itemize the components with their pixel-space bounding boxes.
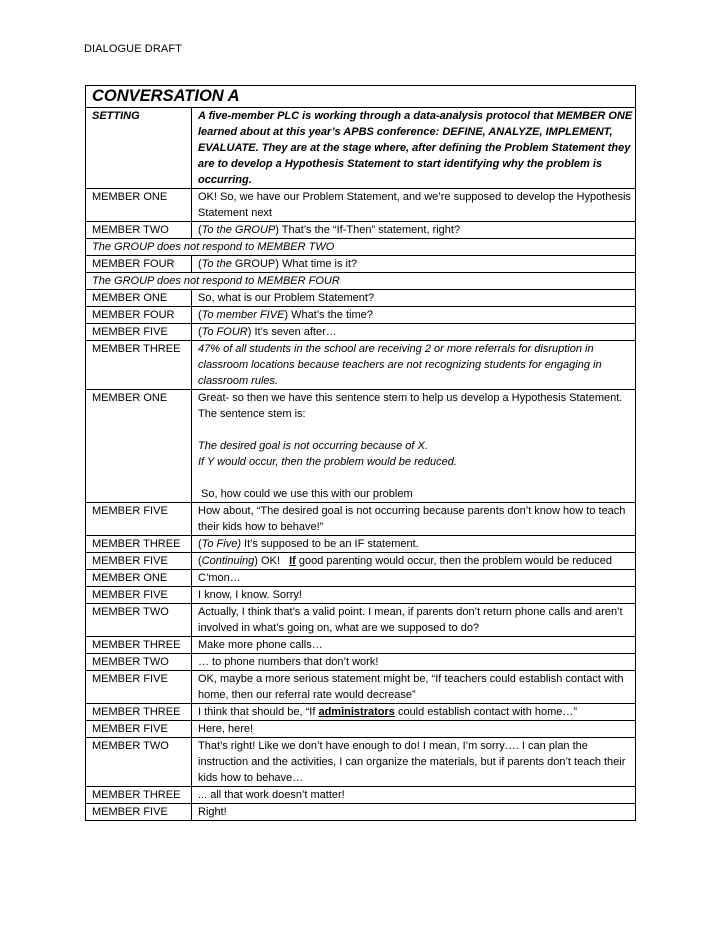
- line-prefix: (: [198, 224, 202, 236]
- line-cell: [192, 256, 636, 273]
- line-text: good parenting would occur, then the problem would be reduced: [295, 555, 613, 567]
- speaker-cell: MEMBER TWO: [86, 654, 192, 671]
- stage-direction: To member FIVE: [201, 309, 285, 321]
- line-text: Great- so then we have this sentence stem to help us develop a Hypothesis Statement. The sentence stem is:: [198, 392, 623, 420]
- table-row: [86, 570, 636, 587]
- table-row: [86, 704, 636, 721]
- stage-direction: To the: [201, 258, 232, 270]
- line-text: could establish contact with home…”: [394, 706, 578, 718]
- speaker-cell: MEMBER FIVE: [86, 324, 192, 341]
- line-cell: Right!: [192, 804, 636, 821]
- table-row: [86, 324, 636, 341]
- speaker-cell: MEMBER FIVE: [86, 503, 192, 536]
- problem-statement: 47% of all students in the school are receiving 2 or more referrals for disruption in classroom locations because teachers are not recognizing students for engaging in classroom rules.: [192, 341, 636, 390]
- speaker-cell: MEMBER ONE: [86, 390, 192, 503]
- blank-line: [198, 470, 635, 486]
- line-cell: Make more phone calls…: [192, 637, 636, 654]
- speaker-cell: MEMBER TWO: [86, 738, 192, 787]
- table-row: [86, 536, 636, 553]
- line-prefix: I think that should be, “If: [198, 706, 319, 718]
- setting-text: A five-member PLC is working through a data-analysis protocol that MEMBER ONE learned about at this year’s APBS conference: DEFINE, ANALYZE, IMPLEMENT, EVALUATE. They are at the stage where, after defining the Problem Statement they are to develop a Hypothesis Statement to start identifying why the problem is occurring.: [192, 108, 636, 189]
- emphasis-word: If: [289, 555, 296, 567]
- line-cell: [192, 324, 636, 341]
- setting-row: [86, 108, 636, 189]
- line-prefix: (: [198, 555, 202, 567]
- speaker-cell: MEMBER THREE: [86, 787, 192, 804]
- line-cell: I know, I know. Sorry!: [192, 587, 636, 604]
- line-cell: [192, 536, 636, 553]
- table-row: [86, 256, 636, 273]
- line-text: GROUP) What time is it?: [231, 258, 358, 270]
- line-cell: [192, 390, 636, 503]
- line-text: So, how could we use this with our problem: [198, 488, 413, 500]
- line-text: ) What’s the time?: [284, 309, 373, 321]
- speaker-cell: MEMBER FIVE: [86, 553, 192, 570]
- table-row: [86, 804, 636, 821]
- line-prefix: (: [198, 326, 202, 338]
- line-cell: That’s right! Like we don’t have enough to do! I mean, I’m sorry…. I can plan the instruction and the activities, I can organize the materials, but if parents don’t teach their kids how to behave…: [192, 738, 636, 787]
- speaker-cell: MEMBER ONE: [86, 570, 192, 587]
- page-header: DIALOGUE DRAFT: [84, 43, 182, 55]
- line-cell: So, what is our Problem Statement?: [192, 290, 636, 307]
- sentence-stem: The desired goal is not occurring because of X.: [198, 440, 428, 452]
- table-row: [86, 721, 636, 738]
- stage-direction-row: [86, 273, 636, 290]
- line-cell: Actually, I think that’s a valid point. I mean, if parents don’t return phone calls and aren’t involved in what’s going on, what are we supposed to do?: [192, 604, 636, 637]
- table-row: [86, 503, 636, 536]
- speaker-cell: MEMBER FIVE: [86, 804, 192, 821]
- stage-direction: To Five): [201, 538, 241, 550]
- stage-direction: Continuing: [201, 555, 255, 567]
- table-row: [86, 341, 636, 390]
- speaker-cell: MEMBER THREE: [86, 341, 192, 390]
- stage-direction: The GROUP does not respond to MEMBER FOUR: [86, 273, 636, 290]
- table-row: [86, 390, 636, 503]
- line-cell: How about, “The desired goal is not occurring because parents don’t know how to teach their kids how to behave!”: [192, 503, 636, 536]
- line-prefix: (: [198, 538, 202, 550]
- line-prefix: (: [198, 258, 202, 270]
- table-row: [86, 307, 636, 324]
- stage-direction-row: [86, 239, 636, 256]
- blank-line: [198, 422, 635, 438]
- title-row: [86, 86, 636, 108]
- speaker-cell: MEMBER FOUR: [86, 256, 192, 273]
- table-row: [86, 290, 636, 307]
- line-prefix: (: [198, 309, 202, 321]
- table-row: [86, 189, 636, 222]
- table-row: [86, 637, 636, 654]
- table-row: [86, 604, 636, 637]
- table-row: [86, 671, 636, 704]
- table-row: [86, 654, 636, 671]
- table-row: [86, 222, 636, 239]
- table-row: [86, 587, 636, 604]
- line-cell: [192, 704, 636, 721]
- speaker-cell: MEMBER THREE: [86, 637, 192, 654]
- line-cell: OK, maybe a more serious statement might be, “If teachers could establish contact with home, then our referral rate would decrease”: [192, 671, 636, 704]
- table-row: [86, 738, 636, 787]
- sentence-stem: If Y would occur, then the problem would be reduced.: [198, 456, 457, 468]
- speaker-cell: MEMBER THREE: [86, 536, 192, 553]
- stage-direction: To the GROUP: [201, 224, 276, 236]
- table-row: [86, 553, 636, 570]
- line-cell: C’mon…: [192, 570, 636, 587]
- stage-direction: The GROUP does not respond to MEMBER TWO: [86, 239, 636, 256]
- line-cell: OK! So, we have our Problem Statement, and we’re supposed to develop the Hypothesis Statement next: [192, 189, 636, 222]
- line-cell: [192, 307, 636, 324]
- speaker-cell: MEMBER THREE: [86, 704, 192, 721]
- line-cell: … to phone numbers that don’t work!: [192, 654, 636, 671]
- line-cell: ... all that work doesn’t matter!: [192, 787, 636, 804]
- emphasis-word: administrators: [318, 706, 395, 718]
- line-text: ) It’s seven after…: [247, 326, 337, 338]
- speaker-cell: MEMBER FOUR: [86, 307, 192, 324]
- stage-direction: To FOUR: [201, 326, 248, 338]
- line-text: ) That’s the “If-Then” statement, right?: [275, 224, 461, 236]
- speaker-cell: MEMBER FIVE: [86, 587, 192, 604]
- speaker-cell: MEMBER TWO: [86, 222, 192, 239]
- speaker-cell: MEMBER TWO: [86, 604, 192, 637]
- line-text: ) OK!: [254, 555, 290, 567]
- conversation-title: CONVERSATION A: [86, 86, 636, 108]
- dialogue-table: [85, 85, 636, 821]
- line-cell: Here, here!: [192, 721, 636, 738]
- line-cell: [192, 222, 636, 239]
- speaker-cell: MEMBER ONE: [86, 189, 192, 222]
- speaker-cell: MEMBER FIVE: [86, 671, 192, 704]
- line-text: It’s supposed to be an IF statement.: [241, 538, 419, 550]
- line-cell: [192, 553, 636, 570]
- table-row: [86, 787, 636, 804]
- speaker-cell: MEMBER FIVE: [86, 721, 192, 738]
- speaker-cell: MEMBER ONE: [86, 290, 192, 307]
- setting-label: SETTING: [86, 108, 192, 189]
